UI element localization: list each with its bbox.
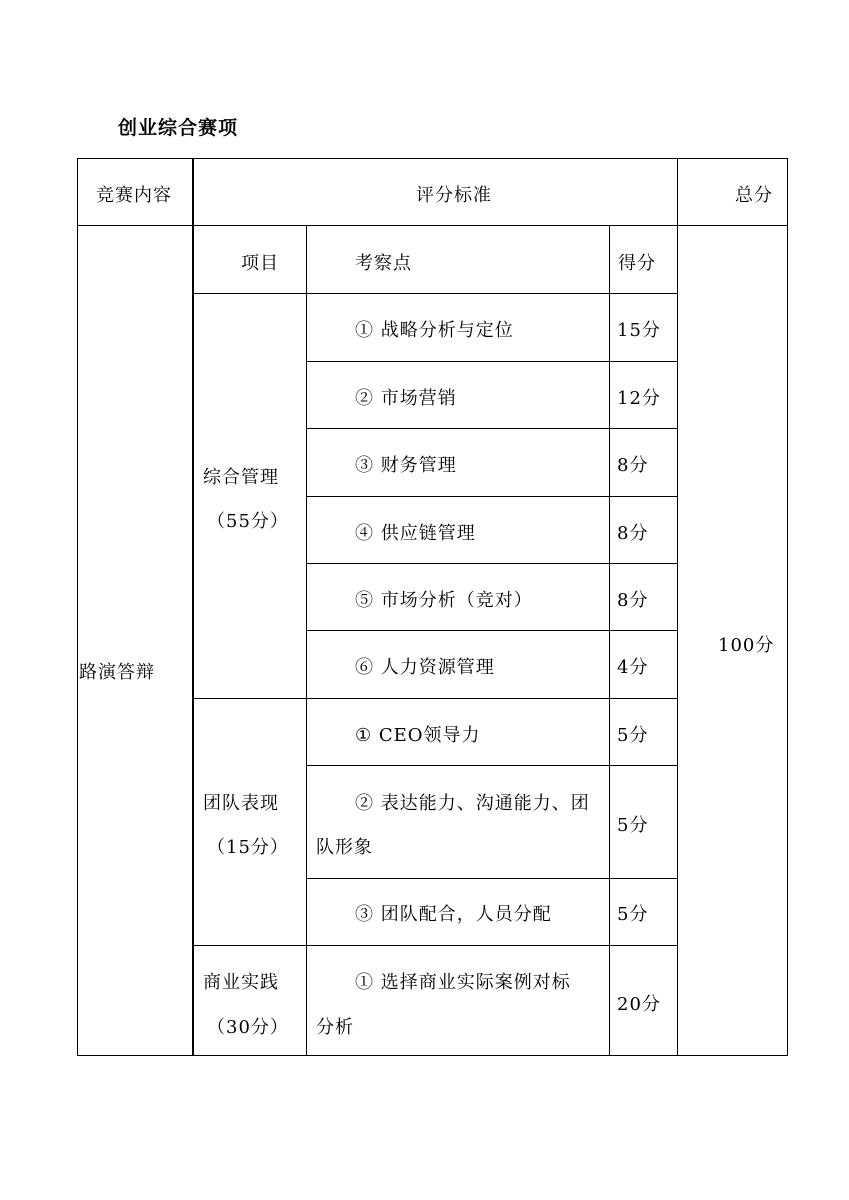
criteria-score: 5分: [617, 725, 649, 746]
subheader-item: 项目: [241, 253, 279, 274]
criteria-point-line2: 队形象: [316, 837, 373, 858]
total-score: 100分: [718, 635, 775, 656]
row-divider: [306, 630, 677, 631]
subheader-score: 得分: [618, 253, 656, 274]
row-divider: [193, 698, 677, 699]
group-points: （15分）: [207, 837, 289, 858]
competition-name: 路演答辩: [79, 662, 155, 683]
header-criteria: 评分标准: [416, 185, 492, 206]
criteria-score: 5分: [617, 815, 649, 836]
criteria-score: 8分: [617, 590, 649, 611]
criteria-point: ④ 供应链管理: [355, 523, 476, 544]
criteria-score: 4分: [617, 657, 649, 678]
row-divider: [306, 496, 677, 497]
group-name: 团队表现: [203, 793, 279, 814]
criteria-score: 20分: [617, 994, 661, 1015]
criteria-point: ⑤ 市场分析（竞对）: [355, 590, 533, 611]
header-total: 总分: [735, 185, 773, 206]
col-divider: [609, 225, 610, 1056]
row-divider: [306, 765, 677, 766]
criteria-point: ① CEO领导力: [355, 725, 481, 746]
criteria-point-line1: ① 选择商业实际案例对标: [355, 972, 571, 993]
criteria-score: 12分: [617, 388, 661, 409]
criteria-point: ③ 团队配合，人员分配: [355, 904, 552, 925]
row-divider: [193, 945, 677, 946]
section-title: 创业综合赛项: [118, 117, 239, 139]
group-name: 商业实践: [203, 972, 279, 993]
col-divider: [677, 158, 678, 1056]
col-divider: [306, 225, 307, 1056]
criteria-point: ③ 财务管理: [355, 455, 457, 476]
criteria-point-line2: 分析: [316, 1017, 354, 1038]
criteria-point: ① 战略分析与定位: [355, 320, 514, 341]
criteria-point: ② 市场营销: [355, 388, 457, 409]
criteria-score: 8分: [617, 523, 649, 544]
row-divider: [306, 563, 677, 564]
criteria-point: ⑥ 人力资源管理: [355, 657, 495, 678]
header-content: 竞赛内容: [96, 185, 172, 206]
row-divider: [306, 878, 677, 879]
row-divider: [77, 225, 788, 226]
group-name: 综合管理: [203, 467, 279, 488]
row-divider: [306, 428, 677, 429]
criteria-score: 5分: [617, 904, 649, 925]
group-points: （30分）: [207, 1017, 289, 1038]
group-points: （55分）: [207, 511, 289, 532]
criteria-point-line1: ② 表达能力、沟通能力、团: [355, 793, 590, 814]
subheader-point: 考察点: [355, 253, 412, 274]
row-divider: [193, 293, 677, 294]
criteria-score: 8分: [617, 455, 649, 476]
col-divider: [193, 158, 194, 1056]
criteria-score: 15分: [617, 320, 661, 341]
row-divider: [306, 361, 677, 362]
